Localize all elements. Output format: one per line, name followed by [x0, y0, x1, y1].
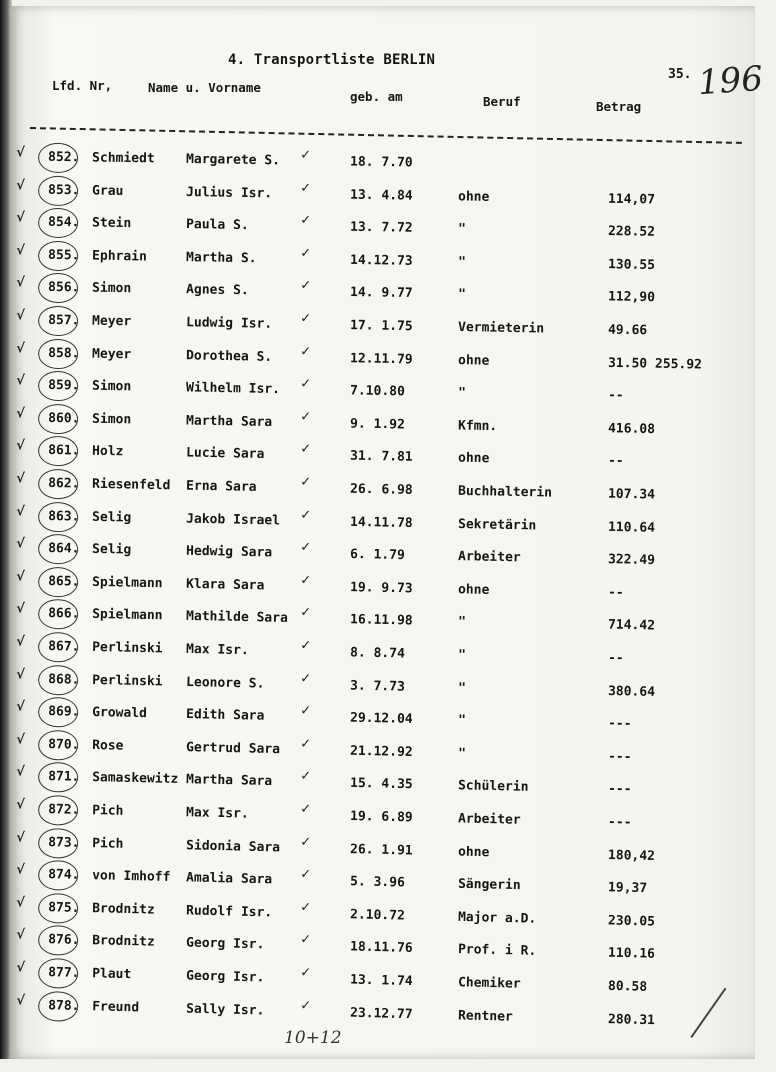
row-birth-date: 23.12.77: [349, 1005, 413, 1022]
row-amount: --: [607, 650, 624, 667]
row-first-name: Max Isr.: [185, 641, 249, 659]
column-header-name: Name u. Vorname: [148, 80, 261, 95]
column-header-beruf: Beruf: [483, 94, 521, 109]
row-first-name: Klara Sara: [185, 576, 265, 594]
row-birth-date: 26. 1.91: [349, 841, 413, 859]
row-surname: Samaskewitz: [91, 770, 179, 788]
check-mark-icon: √: [16, 960, 26, 976]
row-occupation: Schülerin: [457, 778, 529, 796]
row-first-name: Rudolf Isr.: [185, 903, 273, 921]
row-surname: Selig: [91, 542, 132, 558]
row-birth-date: 7.10.80: [349, 383, 406, 400]
row-first-name: Ludwig Isr.: [185, 315, 273, 332]
row-amount: 110.64: [607, 519, 656, 536]
row-birth-date: 31. 7.81: [349, 448, 413, 466]
row-birth-date: 26. 6.98: [349, 481, 413, 498]
row-number: 878.: [47, 997, 80, 1014]
row-occupation: ohne: [457, 451, 490, 467]
row-birth-date: 18.11.76: [349, 939, 413, 957]
row-first-name: Georg Isr.: [185, 968, 265, 986]
row-first-name: Sally Isr.: [185, 1001, 265, 1019]
row-first-name: Julius Isr.: [185, 184, 273, 201]
document-title: 4. Transportliste BERLIN: [228, 52, 436, 68]
check-mark-icon: ✓: [300, 703, 312, 719]
row-number: 867.: [47, 639, 80, 655]
row-number: 858.: [47, 345, 80, 362]
row-amount: 114,07: [607, 191, 656, 208]
row-occupation: Chemiker: [457, 975, 521, 992]
row-occupation: ": [457, 680, 467, 696]
column-header-betrag: Betrag: [596, 99, 642, 114]
row-birth-date: 2.10.72: [349, 907, 406, 924]
check-mark-icon: ✓: [300, 998, 312, 1014]
row-surname: Simon: [91, 378, 132, 395]
check-mark-icon: √: [16, 373, 26, 389]
row-number: 870.: [47, 736, 80, 753]
check-mark-icon: ✓: [300, 147, 312, 163]
row-occupation: Vermieterin: [457, 319, 545, 337]
row-occupation: ": [457, 713, 467, 729]
check-mark-icon: √: [16, 243, 25, 259]
row-birth-date: 15. 4.35: [349, 776, 413, 793]
row-amount: 228.52: [607, 224, 656, 240]
row-amount: 130.55: [607, 256, 656, 273]
row-birth-date: 19. 6.89: [349, 808, 413, 826]
check-mark-icon: √: [16, 829, 26, 846]
row-number: 861.: [47, 443, 80, 459]
row-number: 873.: [47, 834, 80, 851]
row-surname: Spielmann: [91, 607, 163, 624]
row-occupation: Buchhalterin: [457, 483, 553, 501]
row-birth-date: 9. 1.92: [349, 416, 406, 433]
row-surname: Freund: [91, 998, 140, 1016]
check-mark-icon: ✓: [300, 899, 312, 916]
row-occupation: ohne: [457, 352, 490, 369]
row-first-name: Georg Isr.: [185, 935, 265, 953]
row-surname: Simon: [91, 280, 132, 297]
check-mark-icon: √: [16, 634, 26, 650]
row-number: 864.: [47, 541, 80, 557]
check-mark-icon: ✓: [300, 801, 312, 818]
row-occupation: Major a.D.: [457, 909, 537, 927]
check-mark-icon: ✓: [300, 965, 312, 981]
row-surname: Grau: [91, 183, 124, 199]
column-header-geb-am: geb. am: [350, 89, 403, 104]
check-mark-icon: ✓: [300, 670, 312, 687]
check-mark-icon: ✓: [300, 867, 312, 883]
check-mark-icon: √: [16, 438, 26, 454]
row-occupation: ": [457, 745, 467, 762]
check-mark-icon: ✓: [300, 540, 312, 556]
row-first-name: Erna Sara: [185, 478, 257, 495]
row-number: 866.: [47, 606, 80, 623]
row-amount: 322.49: [607, 552, 656, 569]
row-surname: Brodnitz: [91, 900, 155, 918]
row-occupation: ohne: [457, 844, 490, 860]
check-mark-icon: √: [16, 503, 26, 520]
handwritten-footer-note: 10+12: [284, 1028, 342, 1048]
row-number: 872.: [47, 802, 80, 818]
row-amount: 19,37: [607, 880, 648, 897]
row-first-name: Jakob Israel: [185, 511, 281, 529]
row-amount: --: [607, 388, 624, 404]
row-amount: 31.50 255.92: [607, 355, 703, 373]
row-surname: Riesenfeld: [91, 476, 171, 494]
row-amount: ---: [607, 716, 632, 732]
row-first-name: Lucie Sara: [185, 445, 265, 463]
row-surname: Simon: [91, 411, 132, 428]
row-birth-date: 16.11.98: [349, 612, 413, 629]
row-first-name: Wilhelm Isr.: [185, 380, 281, 398]
row-surname: Stein: [91, 215, 132, 232]
check-mark-icon: √: [16, 699, 26, 715]
row-birth-date: 6. 1.79: [349, 547, 406, 564]
row-birth-date: 13. 4.84: [349, 187, 413, 204]
check-mark-icon: √: [16, 927, 26, 943]
row-number: 868.: [47, 671, 80, 688]
row-birth-date: 5. 3.96: [349, 874, 406, 891]
row-occupation: Kfmn.: [457, 418, 498, 434]
check-mark-icon: ✓: [300, 213, 312, 229]
row-birth-date: 3. 7.73: [349, 678, 406, 695]
row-number: 856.: [47, 280, 80, 296]
row-first-name: Martha Sara: [185, 772, 273, 790]
row-surname: Brodnitz: [91, 933, 155, 951]
row-surname: Perlinski: [91, 672, 163, 690]
row-first-name: Max Isr.: [185, 805, 249, 822]
row-birth-date: 21.12.92: [349, 743, 413, 760]
row-surname: Ephrain: [91, 248, 148, 265]
row-first-name: Martha S.: [185, 249, 257, 267]
check-mark-icon: ✓: [300, 932, 312, 948]
row-first-name: Dorothea S.: [185, 347, 273, 365]
row-surname: Selig: [91, 509, 132, 526]
check-mark-icon: √: [16, 666, 26, 683]
page-number: 35.: [668, 67, 692, 82]
row-number: 859.: [47, 378, 80, 394]
row-occupation: ": [457, 614, 467, 630]
check-mark-icon: √: [16, 797, 26, 813]
row-birth-date: 13. 7.72: [349, 219, 413, 236]
row-number: 855.: [47, 247, 80, 264]
row-amount: 230.05: [607, 913, 656, 930]
row-amount: ---: [607, 781, 632, 798]
row-occupation: ": [457, 254, 467, 270]
row-occupation: ": [457, 287, 467, 303]
row-birth-date: 14.11.78: [349, 514, 413, 531]
check-mark-icon: √: [16, 340, 26, 357]
row-surname: Pich: [91, 835, 124, 852]
check-mark-icon: ✓: [300, 834, 312, 850]
row-occupation: ": [457, 385, 467, 401]
row-first-name: Gertrud Sara: [185, 739, 281, 757]
row-amount: 416.08: [607, 421, 656, 437]
check-mark-icon: ✓: [300, 278, 312, 294]
row-surname: Spielmann: [91, 574, 163, 592]
row-number: 852.: [47, 149, 80, 166]
row-amount: 180,42: [607, 847, 656, 864]
row-surname: Perlinski: [91, 639, 163, 657]
row-number: 874.: [47, 867, 80, 884]
row-number: 854.: [47, 214, 80, 231]
check-mark-icon: √: [16, 177, 25, 193]
row-occupation: ohne: [457, 582, 490, 598]
check-mark-icon: ✓: [300, 180, 312, 196]
row-first-name: Edith Sara: [185, 707, 265, 724]
check-mark-icon: √: [16, 569, 26, 585]
check-mark-icon: √: [16, 308, 25, 324]
row-amount: 107.34: [607, 486, 656, 503]
row-surname: Pich: [91, 803, 124, 819]
check-mark-icon: ✓: [300, 474, 312, 490]
row-birth-date: 17. 1.75: [349, 318, 413, 335]
row-amount: 112,90: [607, 289, 656, 306]
row-surname: Growald: [91, 705, 148, 722]
row-first-name: Sidonia Sara: [185, 837, 281, 856]
check-mark-icon: ✓: [300, 311, 312, 327]
row-number: 857.: [47, 312, 80, 329]
handwritten-page-number: 196: [696, 58, 765, 104]
check-mark-icon: √: [16, 601, 26, 617]
check-mark-icon: √: [16, 862, 26, 878]
row-number: 869.: [47, 704, 80, 720]
row-occupation: Sekretärin: [457, 516, 537, 534]
check-mark-icon: √: [16, 145, 25, 161]
check-mark-icon: ✓: [300, 409, 312, 425]
row-number: 860.: [47, 410, 80, 427]
row-amount: 714.42: [607, 617, 656, 634]
row-occupation: Sängerin: [457, 876, 521, 894]
row-first-name: Mathilde Sara: [185, 609, 288, 627]
row-amount: --: [607, 585, 624, 601]
check-mark-icon: ✓: [300, 572, 312, 589]
row-first-name: Paula S.: [185, 217, 249, 234]
row-surname: Meyer: [91, 313, 132, 330]
row-surname: Schmiedt: [91, 150, 155, 167]
row-occupation: Arbeiter: [457, 811, 521, 828]
check-mark-icon: √: [16, 895, 26, 911]
row-amount: 49.66: [607, 322, 648, 339]
row-amount: ---: [607, 814, 632, 831]
row-birth-date: 19. 9.73: [349, 579, 413, 597]
row-first-name: Agnes S.: [185, 282, 249, 299]
row-number: 862.: [47, 475, 80, 492]
check-mark-icon: √: [16, 406, 26, 422]
row-number: 865.: [47, 573, 80, 590]
check-mark-icon: ✓: [300, 507, 312, 523]
check-mark-icon: ✓: [300, 736, 312, 752]
check-mark-icon: √: [16, 275, 25, 291]
row-amount: --: [607, 453, 624, 470]
row-birth-date: 8. 8.74: [349, 645, 406, 662]
check-mark-icon: ✓: [300, 343, 312, 360]
row-surname: Plaut: [91, 966, 132, 983]
check-mark-icon: √: [16, 764, 26, 780]
row-number: 871.: [47, 769, 80, 786]
row-number: 876.: [47, 932, 80, 949]
row-number: 853.: [47, 182, 80, 198]
column-header-lfd-nr: Lfd. Nr,: [52, 78, 113, 93]
row-surname: von Imhoff: [91, 868, 171, 886]
row-surname: Meyer: [91, 346, 132, 362]
row-first-name: Amalia Sara: [185, 870, 273, 888]
row-occupation: Prof. i R.: [457, 942, 537, 960]
row-first-name: Leonore S.: [185, 674, 265, 692]
check-mark-icon: √: [16, 536, 26, 552]
row-birth-date: 14.12.73: [349, 252, 413, 269]
row-amount: 80.58: [607, 978, 648, 995]
check-mark-icon: ✓: [300, 605, 312, 621]
row-amount: ---: [607, 749, 632, 765]
row-amount: 110.16: [607, 946, 656, 963]
row-birth-date: 13. 1.74: [349, 972, 413, 990]
row-occupation: ": [457, 221, 467, 237]
row-birth-date: 14. 9.77: [349, 285, 413, 302]
check-mark-icon: ✓: [300, 245, 312, 262]
row-first-name: Hedwig Sara: [185, 543, 273, 561]
row-number: 877.: [47, 965, 80, 981]
check-mark-icon: √: [16, 732, 26, 748]
check-mark-icon: √: [16, 210, 25, 226]
row-birth-date: 18. 7.70: [349, 154, 413, 171]
row-first-name: Martha Sara: [185, 413, 273, 430]
check-mark-icon: ✓: [300, 769, 312, 785]
row-first-name: Margarete S.: [185, 151, 281, 169]
row-birth-date: 29.12.04: [349, 710, 413, 728]
check-mark-icon: ✓: [300, 638, 312, 654]
row-occupation: ": [457, 647, 467, 663]
row-birth-date: 12.11.79: [349, 350, 413, 367]
row-occupation: Rentner: [457, 1007, 514, 1025]
row-number: 875.: [47, 899, 80, 916]
row-amount: 280.31: [607, 1011, 656, 1028]
check-mark-icon: √: [16, 992, 26, 1009]
row-amount: 380.64: [607, 683, 656, 700]
row-surname: Rose: [91, 737, 124, 754]
check-mark-icon: ✓: [300, 376, 312, 392]
row-occupation: Arbeiter: [457, 549, 521, 566]
row-surname: Holz: [91, 444, 124, 460]
check-mark-icon: ✓: [300, 442, 312, 458]
check-mark-icon: √: [16, 471, 26, 487]
row-number: 863.: [47, 508, 80, 525]
row-occupation: ohne: [457, 188, 490, 205]
